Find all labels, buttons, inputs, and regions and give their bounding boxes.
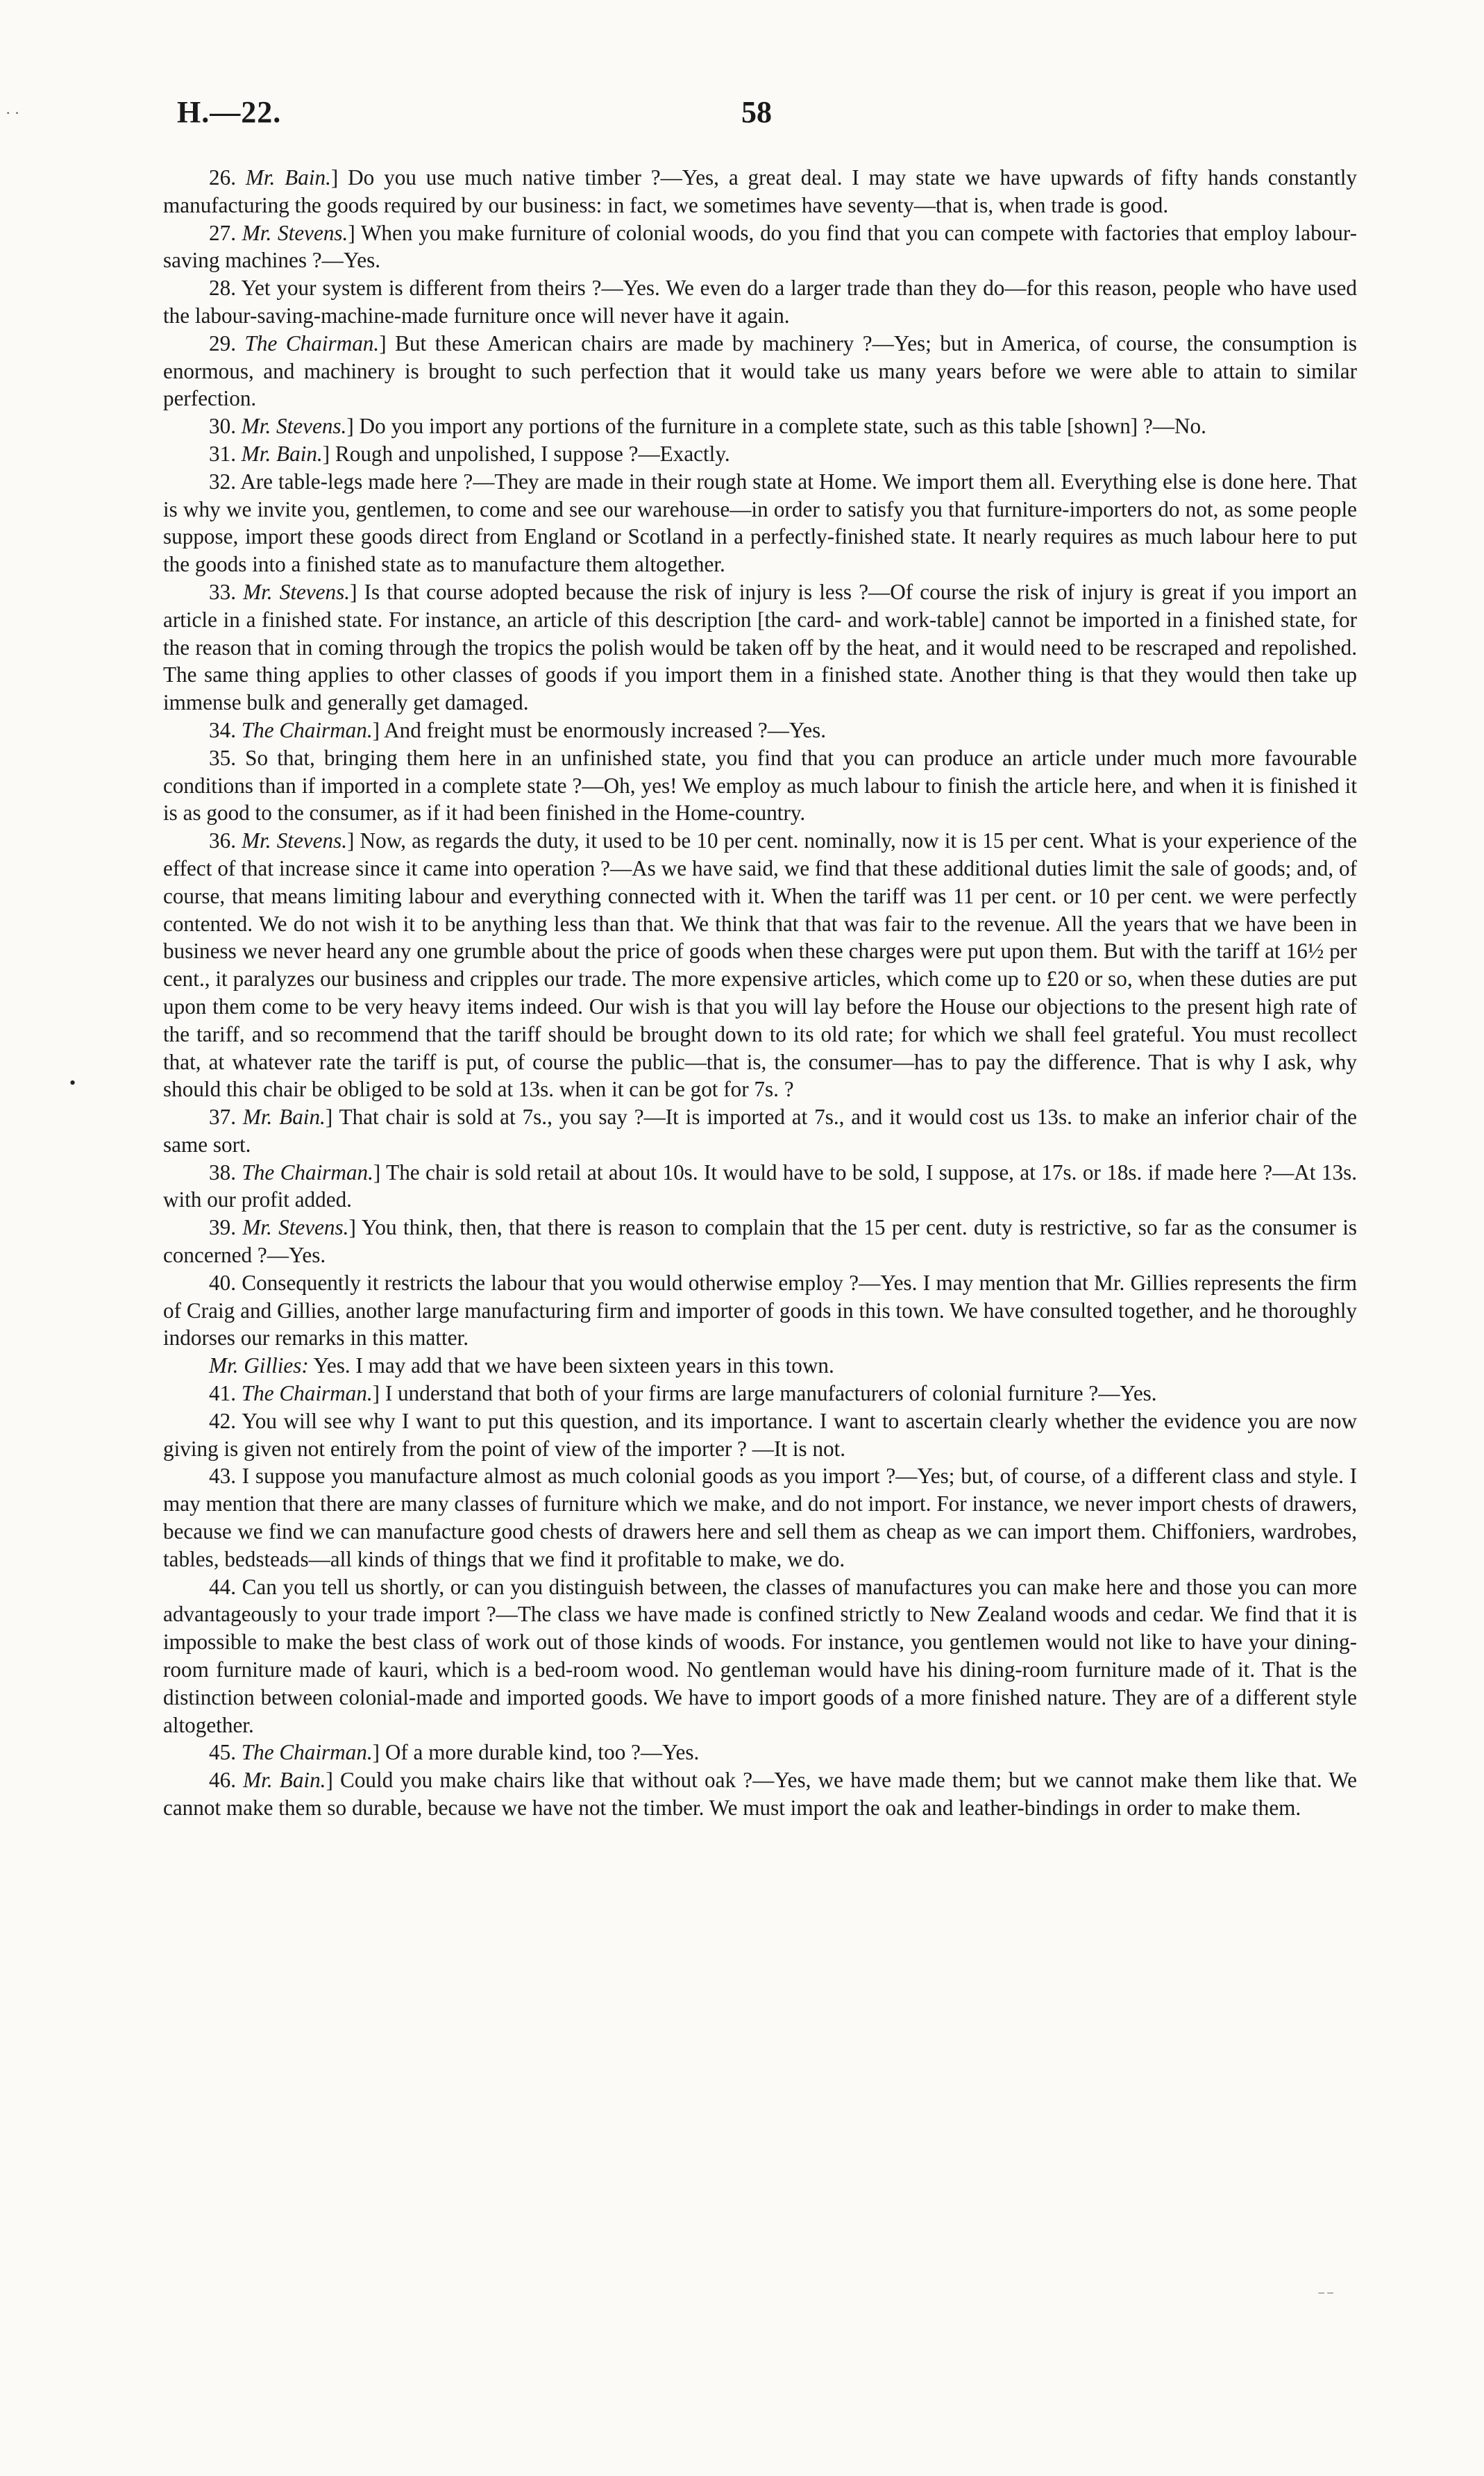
question-paragraph bbox=[163, 274, 1357, 330]
question-paragraph bbox=[163, 1352, 1357, 1380]
speaker-name: Mr. Bain. bbox=[245, 165, 331, 190]
speaker-name: The Chairman. bbox=[241, 717, 373, 742]
question-paragraph bbox=[163, 827, 1357, 1103]
question-paragraph bbox=[163, 164, 1357, 219]
question-paragraph bbox=[163, 1462, 1357, 1573]
speaker-name: The Chairman. bbox=[241, 1740, 373, 1765]
question-paragraph bbox=[163, 1103, 1357, 1159]
question-number: 41. bbox=[209, 1381, 242, 1406]
speaker-name: Mr. Bain. bbox=[243, 1768, 326, 1793]
paragraph-text: ] And freight must be enormously increased ?—Yes. bbox=[372, 717, 827, 742]
paragraph-text: 42. You will see why I want to put this question, and its importance. I want to ascertain clearly whether the evidence you are now giving is given not entirely from the point of view of the importer ? —It is not. bbox=[163, 1408, 1357, 1461]
margin-mark: • bbox=[69, 1073, 76, 1093]
paragraph-text: ] I understand that both of your firms are large manufacturers of colonial furniture ?—Yes. bbox=[372, 1381, 1157, 1406]
paragraph-text: 32. Are table-legs made here ?—They are made in their rough state at Home. We import them all. Everything else is done here. That is why we invite you, gentlemen, to come and see our warehouse—in order to satisfy you that furniture-importers do not, as some people suppose, import these goods direct from England or Scotland in a perfectly-finished state. It nearly requires as much labour here to put the goods into a finished state as to manufacture them altogether. bbox=[163, 469, 1357, 577]
question-number: 26. bbox=[209, 165, 246, 190]
speaker-name: Mr. Stevens. bbox=[242, 1215, 349, 1240]
paragraph-text: 28. Yet your system is different from theirs ?—Yes. We even do a larger trade than they do—for this reason, people who have used the labour-saving-machine-made furniture once will never have it again. bbox=[163, 276, 1357, 328]
question-paragraph bbox=[163, 219, 1357, 275]
question-paragraph bbox=[163, 1573, 1357, 1739]
question-number: 34. bbox=[209, 717, 242, 742]
speaker-name: The Chairman. bbox=[242, 1160, 373, 1185]
speaker-name: Mr. Gillies: bbox=[209, 1353, 309, 1378]
question-paragraph bbox=[163, 468, 1357, 578]
speaker-name: The Chairman. bbox=[244, 331, 380, 355]
speaker-name: Mr. Bain. bbox=[241, 441, 323, 466]
question-number: 46. bbox=[209, 1768, 244, 1793]
paragraph-text: Yes. I may add that we have been sixteen years in this town. bbox=[308, 1353, 834, 1378]
question-paragraph bbox=[163, 1269, 1357, 1352]
question-paragraph bbox=[163, 578, 1357, 717]
question-paragraph bbox=[163, 744, 1357, 827]
paragraph-text: ] That chair is sold at 7s., you say ?—It is imported at 7s., and it would cost us 13s. to make an inferior chair of the same sort. bbox=[163, 1105, 1358, 1157]
question-paragraph bbox=[163, 440, 1357, 468]
paragraph-text: ] Do you import any portions of the furniture in a complete state, such as this table [shown] ?—No. bbox=[346, 414, 1206, 439]
speaker-name: Mr. Stevens. bbox=[243, 579, 351, 604]
paragraph-text: ] You think, then, that there is reason to complain that the 15 per cent. duty is restrictive, so far as the consumer is concerned ?—Yes. bbox=[163, 1215, 1357, 1268]
question-number: 33. bbox=[209, 579, 244, 604]
question-paragraph bbox=[163, 1766, 1357, 1822]
question-number: 37. bbox=[209, 1105, 243, 1130]
paragraph-text: 43. I suppose you manufacture almost as much colonial goods as you import ?—Yes; but, of course, of a different class and style. I may mention that there are many classes of furniture which we make, and do not import. For instance, we never import chests of drawers, because we find we can manufacture good chests of drawers here and sell them as cheap as we can import them. Chiffoniers, wardrobes, tables, bedsteads—all kinds of things that we find it profitable to make, we do. bbox=[163, 1464, 1357, 1571]
question-number: 38. bbox=[209, 1160, 242, 1185]
speaker-name: Mr. Stevens. bbox=[242, 220, 348, 245]
question-number: 31. bbox=[209, 441, 242, 466]
page-number: 58 bbox=[741, 95, 772, 129]
paragraph-text: 35. So that, bringing them here in an unfinished state, you find that you can produce an article under much more favourable conditions than if imported in a complete state ?—Oh, yes! We employ as much labour to finish the article here, and when it is finished it is as good to the consumer, as if it had been finished in the Home-country. bbox=[163, 745, 1357, 826]
paragraph-text: ] The chair is sold retail at about 10s. It would have to be sold, I suppose, at 17s. or 18s. if made here ?—At 13s. with our profit added. bbox=[163, 1160, 1358, 1212]
speaker-name: Mr. Stevens. bbox=[242, 828, 348, 853]
speaker-name: Mr. Bain. bbox=[242, 1105, 326, 1130]
paragraph-text: 44. Can you tell us shortly, or can you distinguish between, the classes of manufactures you can make here and those you can more advantageously to your trade import ?—The class we have made is confined strictly to New Zealand woods and cedar. We find that it is impossible to make the best class of work out of those kinds of woods. For instance, you gentlemen would not like to have your dining-room furniture made of kauri, which is a bed-room wood. No gentleman would have his dining-room furniture made of it. That is the distinction between colonial-made and imported goods. We have to import goods of a more finished nature. They are of a different style altogether. bbox=[163, 1574, 1357, 1737]
margin-mark: ‾ ‾ bbox=[1319, 2291, 1333, 2309]
question-paragraph bbox=[163, 1214, 1357, 1269]
paragraph-text: ] Now, as regards the duty, it used to be 10 per cent. nominally, now it is 15 per cent. What is your experience of the effect of that increase since it came into operation ?—As we have said, we find that these additional duties limit the sale of goods; and, of course, that means limiting labour and everything connected with it. When the tariff was 11 per cent. or 10 per cent. we were perfectly contented. We do not wish it to be anything less than that. We think that that was fair to the revenue. All the years that we have been in business we never heard any one grumble about the price of goods when these charges were put upon them. But with the tariff at 16½ per cent., it paralyzes our business and cripples our trade. The more expensive articles, which come up to £20 or so, when these duties are put upon them come to be very heavy items indeed. Our wish is that you will lay before the House our objections to the present high rate of the tariff, and so recommend that the tariff should be brought down to its old rate; for which we shall feel grateful. You must recollect that, at whatever rate the tariff is put, of course the public—that is, the consumer—has to pay the difference. That is why I ask, why should this chair be obliged to be sold at 13s. when it can be got for 7s. ? bbox=[163, 828, 1358, 1102]
question-number: 36. bbox=[209, 828, 242, 853]
speaker-name: Mr. Stevens. bbox=[241, 414, 347, 439]
question-paragraph bbox=[163, 330, 1357, 412]
paragraph-text: ] Is that course adopted because the risk of injury is less ?—Of course the risk of injury is great if you import an article in a finished state. For instance, an article of this description [the card- and work-table] cannot be imported in a finished state, for the reason that in coming through the tropics the polish would be taken off by the heat, and it would need to be rescraped and repolished. The same thing applies to other classes of goods if you import them in a finished state. Another thing is that they would then take up immense bulk and generally get damaged. bbox=[163, 579, 1358, 715]
paragraph-text: 40. Consequently it restricts the labour that you would otherwise employ ?—Yes. I may mention that Mr. Gillies represents the firm of Craig and Gillies, another large manufacturing firm and importer of goods in this town. We have consulted together, and he thoroughly indorses our remarks in this matter. bbox=[163, 1270, 1357, 1350]
question-paragraph bbox=[163, 412, 1357, 440]
question-number: 30. bbox=[209, 414, 242, 439]
paragraph-text: ] Do you use much native timber ?—Yes, a great deal. I may state we have upwards of fifty hands constantly manufacturing the goods required by our business: in fact, we sometimes have seventy—that is, when trade is good. bbox=[163, 165, 1357, 217]
question-paragraph bbox=[163, 1159, 1357, 1214]
paragraph-text: ] But these American chairs are made by machinery ?—Yes; but in America, of course, the consumption is enormous, and machinery is brought to such perfection that it would take us many years before we were able to attain to similar perfection. bbox=[163, 331, 1358, 411]
question-paragraph bbox=[163, 1739, 1357, 1766]
paragraph-text: ] Rough and unpolished, I suppose ?—Exactly. bbox=[322, 441, 730, 466]
question-number: 45. bbox=[209, 1740, 242, 1765]
question-paragraph bbox=[163, 717, 1357, 744]
question-number: 39. bbox=[209, 1215, 243, 1240]
margin-mark: · · bbox=[6, 104, 20, 122]
question-number: 27. bbox=[209, 220, 242, 245]
paragraph-text: ] Of a more durable kind, too ?—Yes. bbox=[372, 1740, 700, 1765]
paragraph-text: ] Could you make chairs like that without oak ?—Yes, we have made them; but we cannot make them like that. We cannot make them so durable, because we have not the timber. We must import the oak and leather-bindings in order to make them. bbox=[163, 1768, 1358, 1821]
question-number: 29. bbox=[209, 331, 245, 355]
question-paragraph bbox=[163, 1380, 1357, 1407]
document-reference: H.—22. bbox=[177, 95, 282, 129]
speaker-name: The Chairman. bbox=[241, 1381, 373, 1406]
question-paragraph bbox=[163, 1407, 1357, 1463]
paragraph-text: ] When you make furniture of colonial woods, do you find that you can compete with factories that employ labour-saving machines ?—Yes. bbox=[163, 220, 1357, 273]
evidence-transcript bbox=[163, 164, 1357, 1822]
